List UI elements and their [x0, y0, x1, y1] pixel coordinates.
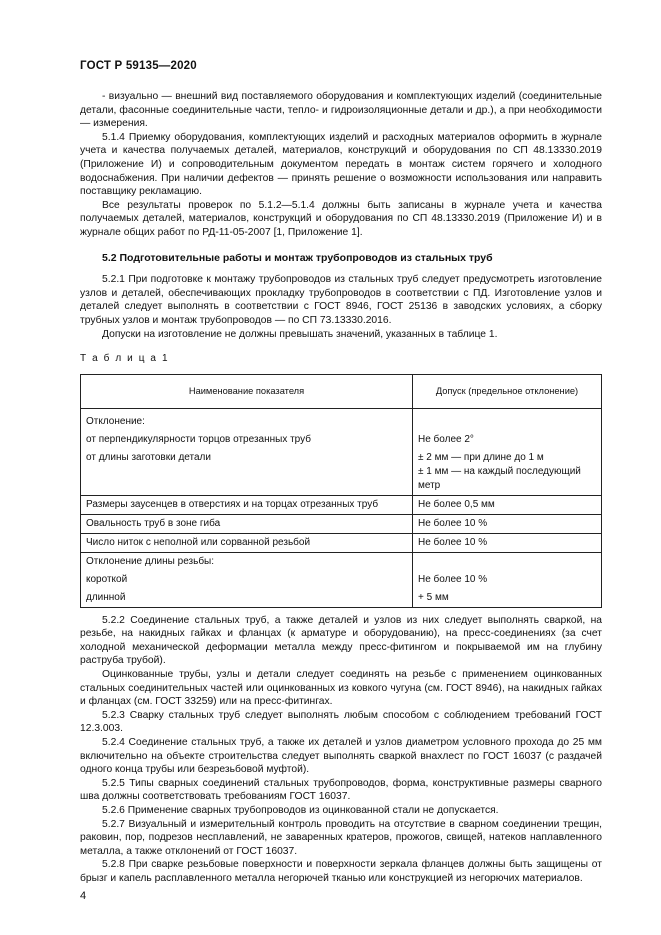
table-cell: от длины заготовки детали [81, 449, 413, 496]
table-cell: от перпендикулярности торцов отрезанных труб [81, 431, 413, 449]
table-cell [413, 408, 602, 431]
table-cell: длинной [81, 589, 413, 608]
paragraph-5-2-5: 5.2.5 Типы сварных соединений стальных трубопроводов, форма, конструктивные размеры сварного шва должны соответствовать требованиям ГОСТ 16037. [80, 777, 602, 803]
table-row [81, 552, 602, 571]
paragraph-results: Все результаты проверок по 5.1.2—5.1.4 должны быть записаны в журнале учета и качества получаемых деталей, материалов, конструкций и оборудования по СП 48.13330.2019 (Приложение И) и в журнале общих работ по РД-11-05-2007 [1, Приложение 1]. [80, 199, 602, 238]
table-cell: Размеры заусенцев в отверстиях и на торцах отрезанных труб [81, 495, 413, 514]
table-row [81, 571, 602, 589]
paragraph-visual-inspection: - визуально — внешний вид поставляемого оборудования и комплектующих изделий (соединительные детали, фасонные соединительные части, тепло- и гидроизоляционные детали и др.), а при необходимости — измерения. [80, 91, 602, 130]
table-cell: короткой [81, 571, 413, 589]
paragraph-5-2-8: 5.2.8 При сварке резьбовые поверхности и поверхности зеркала фланцев должны быть защищены от брызг и капель расплавленного металла негорючей тканью или конструкцией из негорючих материалов. [80, 859, 602, 884]
table-row [81, 589, 602, 608]
table-cell: Не более 10 % [413, 533, 602, 552]
table-cell [413, 449, 602, 496]
page-content [80, 90, 602, 886]
page-number: 4 [80, 890, 87, 902]
paragraph-5-2-2: 5.2.2 Соединение стальных труб, а также деталей и узлов из них следует выполнять сваркой, на резьбе, на накидных гайках и фланцах (к арматуре и оборудованию), на пресс-соединениях (за счет холодной механической деформации металла между пресс-фитингом и покрываемой им на глубину раструба трубой). [80, 614, 602, 667]
table-row [81, 408, 602, 431]
table-cell [413, 552, 602, 571]
paragraph-galvanized: Оцинкованные трубы, узлы и детали следует соединять на резьбе с применением оцинкованных стальных соединительных частей или оцинкованных из ковкого чугуна (см. ГОСТ 8946), на накидных гайках и фланцах (см. ГОСТ 33259) или на пресс-фитингах. [80, 669, 602, 708]
table-header-row [81, 374, 602, 408]
table-cell: + 5 мм [413, 589, 602, 608]
table-row [81, 514, 602, 533]
tolerance-table [80, 374, 602, 608]
table-row [81, 449, 602, 496]
table-header-cell: Наименование показателя [81, 374, 413, 408]
table-cell: Не более 2° [413, 431, 602, 449]
paragraph-5-2-7: 5.2.7 Визуальный и измерительный контроль проводить на отсутствие в сварном соединении трещин, раковин, пор, подрезов несплавлений, не заваренных кратеров, прожогов, свищей, натеков наплавленного металла, а также отклонений от ГОСТ 16037. [80, 818, 602, 857]
paragraph-5-2-4: 5.2.4 Соединение стальных труб, а также их деталей и узлов диаметром условного прохода до 25 мм включительно на объекте строительства следует выполнять сваркой внахлест по ГОСТ 16037 (с раздачей одного конца трубы или безрезьбовой муфтой). [80, 737, 602, 776]
paragraph-5-2-3: 5.2.3 Сварку стальных труб следует выполнять любым способом с соблюдением требований ГОСТ 12.3.003. [80, 709, 602, 735]
table-cell: Не более 10 % [413, 571, 602, 589]
table-cell: Отклонение: [81, 408, 413, 431]
paragraph-tolerances: Допуски на изготовление не должны превышать значений, указанных в таблице 1. [102, 328, 498, 340]
paragraph-5-2-1: 5.2.1 При подготовке к монтажу трубопроводов из стальных труб следует предусмотреть изготовление узлов и деталей, обеспечивающих прокладку трубопроводов в соответствии с ПД. Изготовление узлов и деталей следует выполнять в соответствии с ГОСТ 8946, ГОСТ 25136 в заводских условиях, а сборку трубных узлов и монтаж трубопроводов — по СП 73.13330.2016. [80, 274, 602, 326]
paragraph-5-1-4: 5.1.4 Приемку оборудования, комплектующих изделий и расходных материалов оформить в журнале учета и качества получаемых деталей, материалов, конструкций и оборудования по СП 48.13330.2019 (Приложение И) и сопроводительным документом передать в монтаж систем горячего и холодного водоснабжения. При наличии дефектов — принять решение о возможности использования или направить поставщику рекламацию. [80, 131, 602, 198]
table-cell-line: ± 1 мм — на каждый последующий метр [418, 465, 581, 491]
table-cell: Не более 10 % [413, 514, 602, 533]
table-row [81, 495, 602, 514]
section-title: 5.2 Подготовительные работы и монтаж трубопроводов из стальных труб [102, 251, 493, 264]
table-cell: Отклонение длины резьбы: [81, 552, 413, 571]
table-cell: Не более 0,5 мм [413, 495, 602, 514]
table-header-cell: Допуск (предельное отклонение) [413, 374, 602, 408]
table-caption: Т а б л и ц а 1 [80, 353, 170, 365]
table-cell-line: ± 2 мм — при длине до 1 м [418, 451, 544, 463]
paragraph-5-2-6: 5.2.6 Применение сварных трубопроводов из оцинкованной стали не допускается. [102, 805, 499, 816]
table-row [81, 533, 602, 552]
table-cell: Число ниток с неполной или сорванной резьбой [81, 533, 413, 552]
document-header: ГОСТ Р 59135—2020 [80, 60, 197, 72]
table-cell: Овальность труб в зоне гиба [81, 514, 413, 533]
table-row [81, 431, 602, 449]
